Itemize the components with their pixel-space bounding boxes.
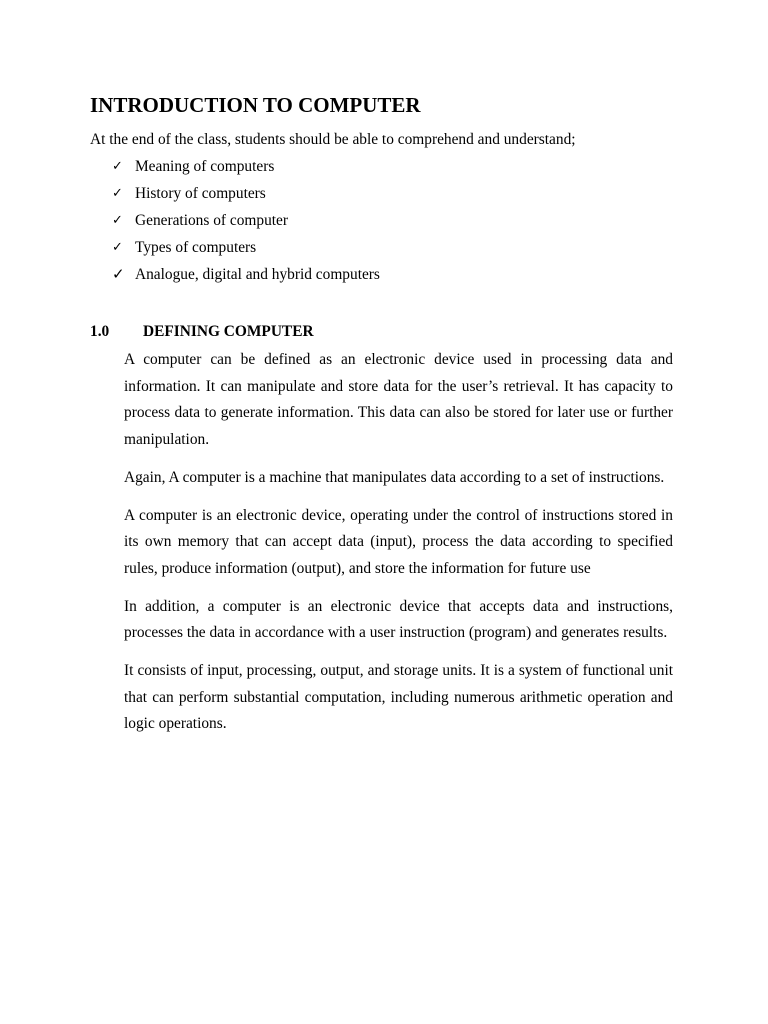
intro-sentence: At the end of the class, students should be able to comprehend and understand; (90, 131, 576, 148)
objective-label: History of computers (135, 185, 266, 202)
document-title: INTRODUCTION TO COMPUTER (90, 93, 421, 117)
check-icon: ✓ (112, 186, 123, 201)
objectives-list (0, 156, 768, 291)
body-paragraph: Again, A computer is a machine that manipulates data according to a set of instructions. (124, 468, 665, 486)
objective-label: Analogue, digital and hybrid computers (135, 266, 380, 283)
section-title: DEFINING COMPUTER (143, 323, 314, 340)
objective-label: Types of computers (135, 239, 257, 256)
objective-label: Generations of computer (135, 212, 288, 229)
objective-item (0, 210, 768, 237)
objective-item (0, 156, 768, 183)
body-paragraph: In addition, a computer is an electronic device that accepts data and instructions, processes the data in accordance with a user instruction (program) and generates results. (124, 597, 673, 642)
objective-item (0, 237, 768, 264)
check-icon: ✓ (112, 159, 123, 174)
check-icon: ✓ (112, 265, 125, 283)
body-paragraph: It consists of input, processing, output, and storage units. It is a system of functional unit that can perform substantial computation, including numerous arithmetic operation and logic operations. (124, 662, 673, 733)
body-paragraph: A computer can be defined as an electronic device used in processing data and information. It can manipulate and store data for the user’s retrieval. It has capacity to process data to generate information. This data can also be stored for later use or further manipulation. (124, 351, 673, 449)
check-icon: ✓ (112, 213, 123, 228)
objective-item (0, 183, 768, 210)
objective-label: Meaning of computers (135, 158, 275, 175)
section-body (124, 347, 673, 749)
body-paragraph: A computer is an electronic device, operating under the control of instructions stored in its own memory that can accept data (input), process the data according to specified rules, produce information (output), and store the information for future use (124, 506, 673, 577)
section-number: 1.0 (90, 323, 110, 340)
check-icon: ✓ (112, 240, 123, 255)
objective-item (0, 264, 768, 291)
